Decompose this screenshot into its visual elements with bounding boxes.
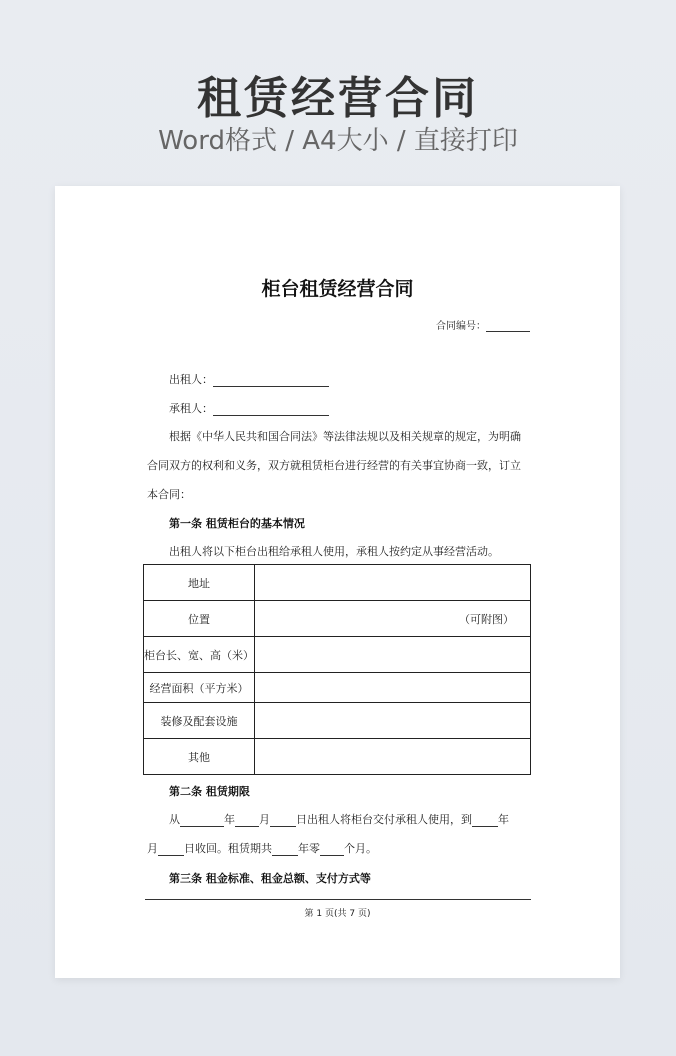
counter-info-table: [143, 564, 531, 775]
banner-title: 租赁经营合同: [197, 73, 479, 124]
article2-month1: 月: [259, 813, 270, 826]
start-year-blank[interactable]: [180, 815, 224, 827]
table-row: [144, 673, 531, 703]
intro-paragraph: 根据《中华人民共和国合同法》等法律法规以及相关规章的规定，为明确合同双方的权利和义务，双方就租赁柜台进行经营的有关事宜协商一致，订立本合同：: [147, 430, 521, 501]
table-cell-value[interactable]: [255, 703, 531, 739]
page-number: 第 1 页(共 7 页): [304, 909, 371, 919]
lessor-label: 出租人：: [169, 373, 213, 386]
article2-line2: [147, 840, 377, 856]
article3-heading: 第三条 租金标准、租金总额、支付方式等: [169, 872, 371, 885]
term-months-blank[interactable]: [320, 844, 344, 856]
article1-text: 出租人将以下柜台出租给承租人使用，承租人按约定从事经营活动。: [169, 545, 499, 558]
article1-heading: 第一条 租赁柜台的基本情况: [169, 517, 305, 530]
table-row: [144, 739, 531, 775]
table-cell-value[interactable]: （可附图）: [255, 601, 531, 637]
table-cell-label: 地址: [144, 565, 255, 601]
lessee-label: 承租人：: [169, 402, 213, 415]
lessor-blank[interactable]: [213, 375, 329, 387]
lessee-field: [169, 400, 329, 416]
article2-day1: 日出租人将柜台交付承租人使用，到: [296, 813, 472, 826]
table-cell-label: 位置: [144, 601, 255, 637]
term-years-blank[interactable]: [272, 844, 298, 856]
article2-year2: 年: [498, 813, 509, 826]
table-cell-label: 柜台长、宽、高（米）: [144, 637, 255, 673]
article2-from: 从: [169, 813, 180, 826]
article2-heading: 第二条 租赁期限: [169, 785, 250, 798]
table-cell-value[interactable]: [255, 637, 531, 673]
table-cell-value[interactable]: [255, 565, 531, 601]
start-month-blank[interactable]: [235, 815, 259, 827]
article2-month2: 月: [147, 842, 158, 855]
start-day-blank[interactable]: [270, 815, 296, 827]
contract-number-blank[interactable]: [486, 320, 530, 332]
article2-months: 个月。: [344, 842, 377, 855]
table-cell-label: 装修及配套设施: [144, 703, 255, 739]
end-year-blank[interactable]: [472, 815, 498, 827]
document-page: [55, 186, 620, 978]
end-day-blank[interactable]: [158, 844, 184, 856]
lessee-blank[interactable]: [213, 404, 329, 416]
table-cell-value[interactable]: [255, 673, 531, 703]
table-row: [144, 565, 531, 601]
contract-number-label: 合同编号：: [436, 321, 486, 332]
table-cell-label: 经营面积（平方米）: [144, 673, 255, 703]
document-title: 柜台租赁经营合同: [261, 278, 414, 300]
article2-line1: [169, 811, 509, 827]
table-row: [144, 703, 531, 739]
table-row: [144, 637, 531, 673]
table-row: [144, 601, 531, 637]
lessor-field: [169, 371, 329, 387]
article2-year1: 年: [224, 813, 235, 826]
contract-number-field: [436, 317, 530, 332]
article2-day2: 日收回。租赁期共: [184, 842, 272, 855]
banner-subtitle: Word格式 / A4大小 / 直接打印: [158, 126, 518, 156]
footer-divider: [145, 899, 531, 900]
table-cell-value[interactable]: [255, 739, 531, 775]
table-cell-label: 其他: [144, 739, 255, 775]
article2-years: 年零: [298, 842, 320, 855]
